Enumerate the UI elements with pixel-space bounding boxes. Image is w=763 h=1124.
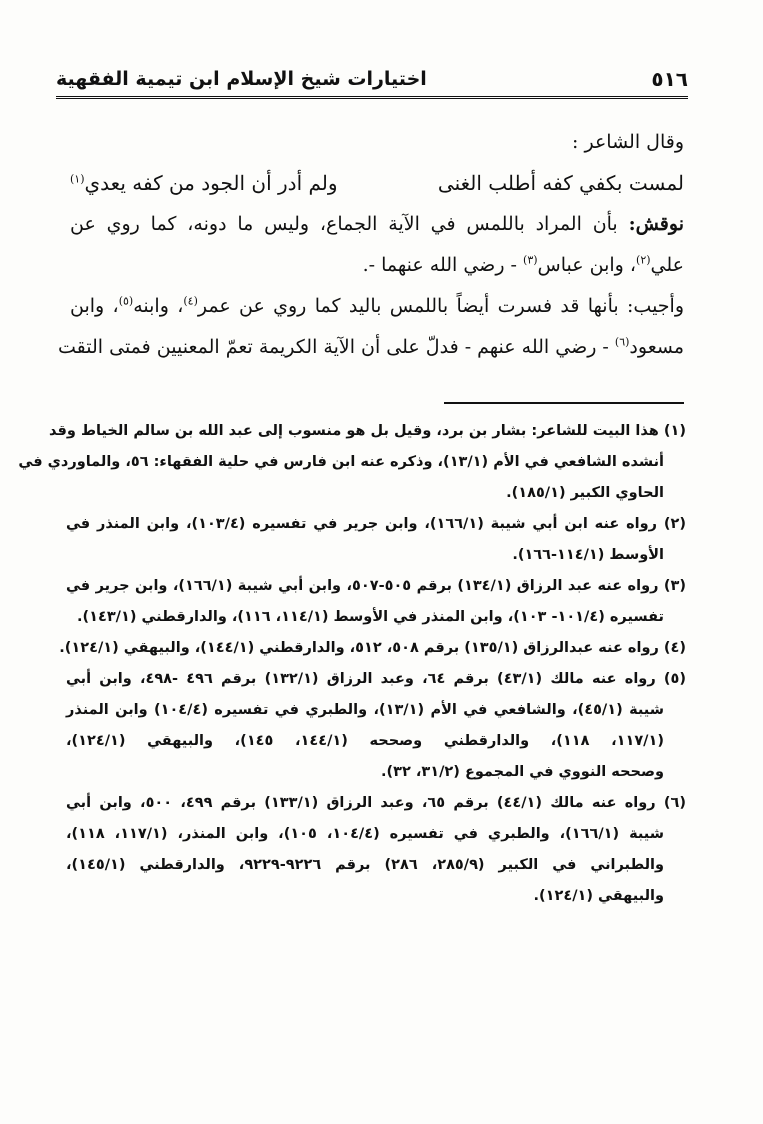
footnote-line: شيبة (٤٥/١)، والشافعي في الأم (١٣/١)، والطبري في تفسيره (١٠٤/٤) وابن المنذر [66,702,664,718]
footnote [66,571,686,633]
footnote-line: (١١٧/١، ١١٨)، والدارقطني وصححه (١٤٤/١، ١٤٥)، والبيهقي (١٢٤/١)، [66,733,664,749]
footnote-ref-5: (٥) [118,294,134,308]
footnote-line: والطبراني في الكبير (٢٨٥/٩، ٢٨٦) برقم ٩٢٢٦-٩٢٢٩، والدارقطني (١٤٥/١)، [66,857,665,873]
running-header [56,62,688,99]
footnote-line: الحاوي الكبير (١٨٥/١). [506,485,664,501]
main-text [58,122,684,368]
footnote [66,664,686,788]
footnote-line: شيبة (١٦٦/١)، والطبري في تفسيره (١٠٤/٤، ١٠٥)، وابن المنذر، (١١٧/١، ١١٨)، [66,826,664,842]
verse-second-hemistich-text: ولم أدر أن الجود من كفه يعدي [84,171,338,195]
footnote-line: (١) هذا البيت للشاعر: بشار بن برد، وقيل بل هو منسوب إلى عبد الله بن سالم الخياط وقد [49,423,686,439]
footnote-line: (٥) رواه عنه مالك (٤٣/١) برقم ٦٤، وعبد الرزاق (١٣٢/١) برقم ٤٩٦ -٤٩٨، وابن أبي [66,671,686,687]
text-segment: - رضي الله عنهما -. [362,254,517,276]
page-number: ٥١٦ [651,67,688,91]
footnote-line: تفسيره (١٠١/٤- ١٠٣)، وابن المنذر في الأوسط (١١٤/١، ١١٦)، والدارقطني (١٤٣/١). [76,609,664,625]
footnote-line: (٢) رواه عنه ابن أبي شيبة (١٦٦/١)، وابن جرير في تفسيره (١٠٣/٤)، وابن المنذر في [66,516,686,532]
objection-line-2 [70,245,684,286]
footnote [66,788,686,912]
objection-text: بأن المراد باللمس في الآية الجماع، وليس ما دونه، كما روي عن [70,213,618,235]
text-segment: علي [650,254,684,276]
poetry-verse [70,163,684,204]
footnote-line: والبيهقي (١٢٤/١). [533,888,664,904]
footnote-line: أنشده الشافعي في الأم (١٣/١)، وذكره عنه ابن فارس في حلية الفقهاء: ٥٦، والماوردي في [18,454,664,470]
footnotes [18,416,687,912]
footnote-ref-3: (٣) [523,253,538,267]
text-segment: ، وابنه [133,295,184,317]
text-segment: مسعود [629,336,684,358]
footnote-line: (٣) رواه عنه عبد الرزاق (١٣٤/١) برقم ٥٠٥-٥٠٧، وابن أبي شيبة (١٦٦/١)، وابن جرير في [66,578,687,594]
footnote-ref-6: (٦) [614,335,630,349]
footnote-ref-1: (١) [70,172,85,186]
text-segment: - رضي الله عنهم - فدلّ على أن الآية الكريمة تعمّ المعنيين فمتى التقت [58,336,609,358]
text-segment: ، وابن [70,295,119,317]
footnote-line: الأوسط (١١٤/١-١٦٦). [512,547,664,563]
verse-second-hemistich [70,163,338,204]
footnote-separator [444,402,684,404]
footnote-ref-4: (٤) [183,294,198,308]
running-title: اختيارات شيخ الإسلام ابن تيمية الفقهية [56,68,427,90]
footnote-ref-2: (٢) [636,253,651,267]
intro-line: وقال الشاعر : [572,131,684,153]
objection-lead: نوقش: [628,213,684,235]
text-segment: وأجيب: بأنها قد فسرت أيضاً باللمس باليد كما روي عن عمر [197,295,684,317]
footnote [66,509,686,571]
objection-line-1 [70,204,684,245]
footnote-line: (٤) رواه عنه عبدالرزاق (١٣٥/١) برقم ٥٠٨، ٥١٢، والدارقطني (١٤٤/١)، والبيهقي (١٢٤/١). [59,640,686,656]
footnote-line: (٦) رواه عنه مالك (٤٤/١) برقم ٦٥، وعبد الرزاق (١٣٣/١) برقم ٤٩٩، ٥٠٠، وابن أبي [66,795,687,811]
footnote-line: وصححه النووي في المجموع (٣١/٢، ٣٢). [381,764,664,780]
answer-line-2 [58,327,684,368]
footnote [59,633,686,664]
answer-line-1 [70,286,684,327]
verse-first-hemistich: لمست بكفي كفه أطلب الغنى [437,171,684,195]
footnote [18,416,686,509]
text-segment: ، وابن عباس [537,254,637,276]
